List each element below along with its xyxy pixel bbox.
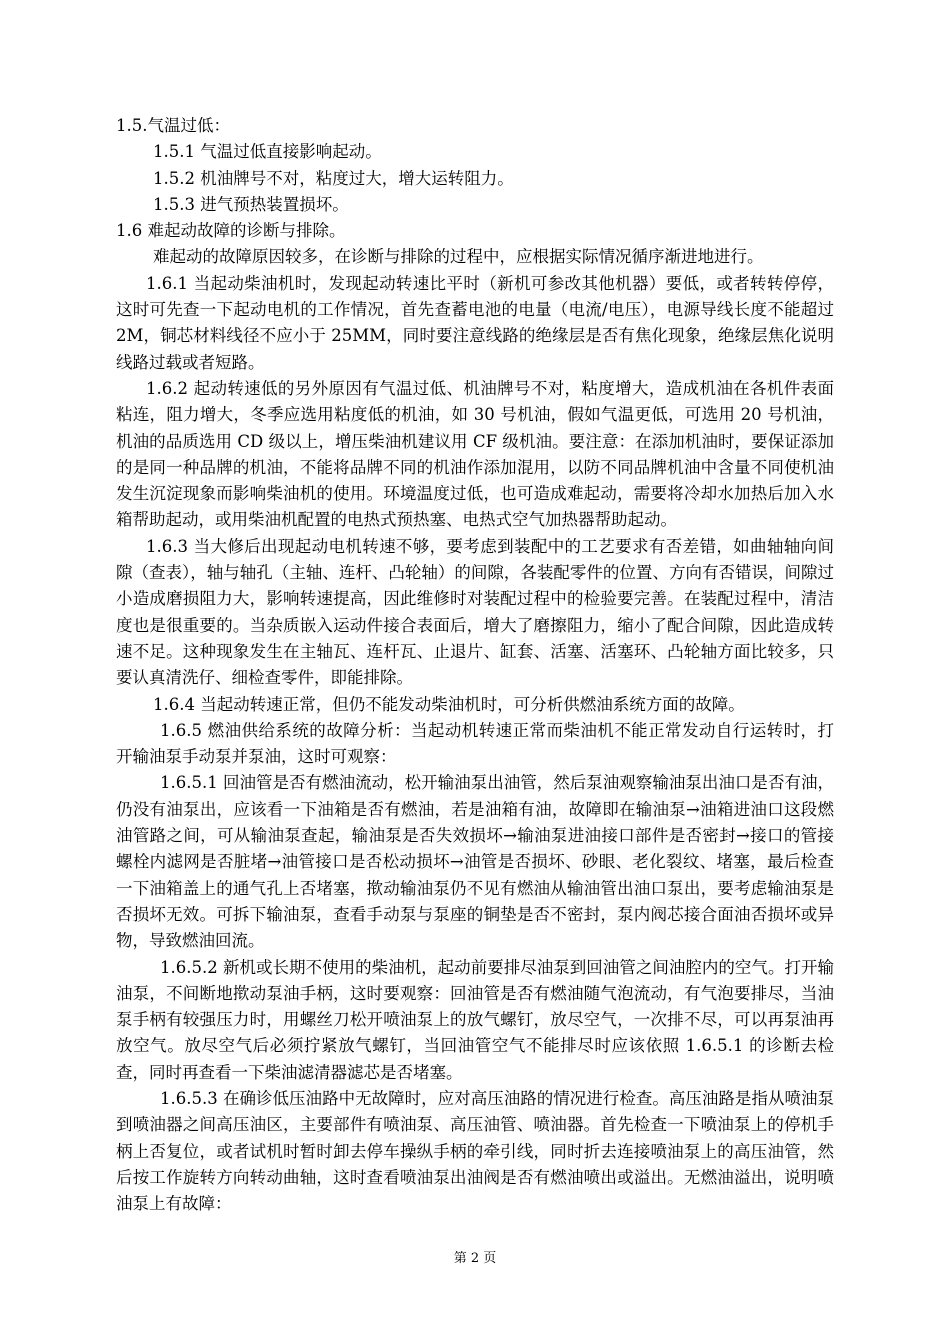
item-1-5-2: 1.5.2 机油牌号不对，粘度过大，增大运转阻力。 <box>153 168 514 188</box>
paragraph-1-6-5: 1.6.5 燃油供给系统的故障分析：当起动机转速正常而柴油机不能正常发动自行运转时，打开输油泵手动泵并泵油，这时可观察： <box>116 720 834 767</box>
item-1-5-3: 1.5.3 进气预热装置损坏。 <box>153 194 349 214</box>
paragraph-1-6-1: 1.6.1 当起动柴油机时，发现起动转速比平时（新机可参改其他机器）要低，或者转转停停，这时可先查一下起动电机的工作情况，首先查蓄电池的电量（电流/电压），电源导线长度不能超过 2M，铜芯材料线径不应小于 25MM，同时要注意线路的绝缘层是否有焦化现象，绝缘层焦化说明线路过载或者短路。 <box>116 273 834 372</box>
paragraph-1-6-5-3: 1.6.5.3 在确诊低压油路中无故障时，应对高压油路的情况进行检查。高压油路是指从喷油泵到喷油器之间高压油区，主要部件有喷油泵、高压油管、喷油器。首先检查一下喷油泵上的停机手柄上否复位，或者试机时暂时卸去停车操纵手柄的牵引线，同时折去连接喷油泵上的高压油管，然后按工作旋转方向转动曲轴，这时查看喷油泵出油阀是否有燃油喷出或溢出。无燃油溢出，说明喷油泵上有故障： <box>116 1088 834 1214</box>
heading-1-6: 1.6 难起动故障的诊断与排除。 <box>116 221 346 241</box>
heading-1-5: 1.5.气温过低： <box>116 116 230 135</box>
paragraph-intro: 难起动的故障原因较多，在诊断与排除的过程中，应根据实际情况循序渐进地进行。 <box>153 247 764 267</box>
page-number: 第 2 页 <box>453 1251 497 1266</box>
paragraph-1-6-2: 1.6.2 起动转速低的另外原因有气温过低、机油牌号不对，粘度增大，造成机油在各机件表面粘连，阻力增大，冬季应选用粘度低的机油，如 30 号机油，假如气温更低，可选用 20 号机油，机油的品质选用 CD 级以上，增压柴油机建议用 CF 级机油。要注意：在添加机油时，要保证添加的是同一种品牌的机油，不能将品牌不同的机油作添加混用，以防不同品牌机油中含量不同使机油发生沉淀现象而影响柴油机的使用。环境温度过低，也可造成难起动，需要将冷却水加热后加入水箱帮助起动，或用柴油机配置的电热式预热塞、电热式空气加热器帮助起动。 <box>116 378 834 530</box>
item-1-5-1: 1.5.1 气温过低直接影响起动。 <box>153 142 382 162</box>
document-body <box>116 113 834 1217</box>
paragraph-1-6-3: 1.6.3 当大修后出现起动电机转速不够，要考虑到装配中的工艺要求有否差错，如曲轴轴向间隙（查表），轴与轴孔（主轴、连杆、凸轮轴）的间隙，各装配零件的位置、方向有否错误，间隙过小造成磨损阻力大，影响转速提高，因此维修时对装配过程中的检验要完善。在装配过程中，清洁度也是很重要的。当杂质嵌入运动件接合表面后，增大了磨擦阻力，缩小了配合间隙，因此造成转速不足。这种现象发生在主轴瓦、连杆瓦、止退片、缸套、活塞、活塞环、凸轮轴方面比较多，只要认真清洗仔、细检查零件，即能排除。 <box>116 536 834 688</box>
paragraph-1-6-4: 1.6.4 当起动转速正常，但仍不能发动柴油机时，可分析供燃油系统方面的故障。 <box>153 694 745 714</box>
paragraph-1-6-5-1: 1.6.5.1 回油管是否有燃油流动，松开输油泵出油管，然后泵油观察输油泵出油口是否有油，仍没有油泵出，应该看一下油箱是否有燃油，若是油箱有油，故障即在输油泵→油箱进油口这段燃油管路之间，可从输油泵查起，输油泵是否失效损坏→输油泵进油接口部件是否密封→接口的管接螺栓内滤网是否脏堵→油管接口是否松动损坏→油管是否损坏、砂眼、老化裂纹、堵塞，最后检查一下油箱盖上的通气孔上否堵塞，揿动输油泵仍不见有燃油从输油管出油口泵出，要考虑输油泵是否损坏无效。可拆下输油泵，查看手动泵与泵座的铜垫是否不密封，泵内阀芯接合面油否损坏或异物，导致燃油回流。 <box>116 773 834 951</box>
paragraph-1-6-5-2: 1.6.5.2 新机或长期不使用的柴油机，起动前要排尽油泵到回油管之间油腔内的空气。打开输油泵，不间断地揿动泵油手柄，这时要观察：回油管是否有燃油随气泡流动，有气泡要排尽，当油泵手柄有较强压力时，用螺丝刀松开喷油泵上的放气螺钉，放尽空气，一次排不尽，可以再泵油再放空气。放尽空气后必须拧紧放气螺钉，当回油管空气不能排尽时应该依照 1.6.5.1 的诊断去检查，同时再查看一下柴油滤清器滤芯是否堵塞。 <box>116 957 834 1082</box>
